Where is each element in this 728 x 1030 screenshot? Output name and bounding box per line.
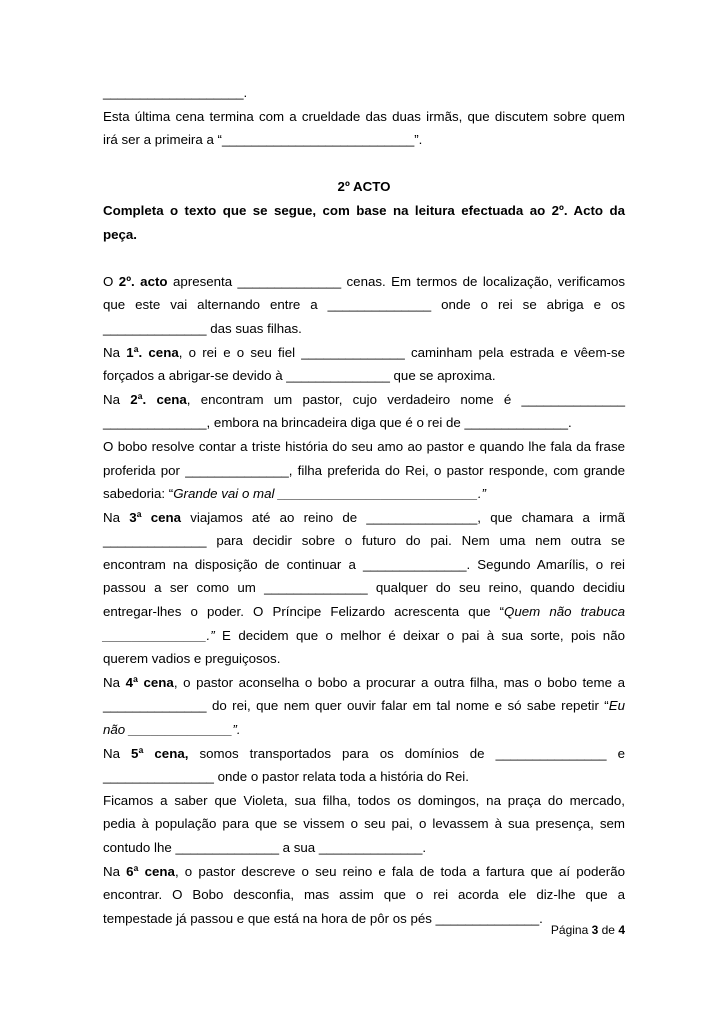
text-line <box>103 671 625 695</box>
paragraph-text: somos transportados para os domínios de _______________ e <box>188 745 625 761</box>
paragraph-text: encontram na disposição de continuar a ______________. Segundo Amarílis, o rei <box>103 556 625 572</box>
instruction-line <box>103 223 625 247</box>
text-line <box>103 388 625 412</box>
quote-text: não ______________”. <box>103 722 241 738</box>
text-line <box>103 341 625 365</box>
paragraph-text: contudo lhe ______________ a sua ______________. <box>103 840 427 855</box>
text-line <box>103 576 625 600</box>
paragraph-text: entregar-lhes o poder. O Príncipe Felizardo acrescenta que “ <box>103 604 505 620</box>
paragraph-text: proferida por ______________, filha preferida do Rei, o pastor responde, com grande <box>103 462 625 478</box>
text-line <box>103 506 625 530</box>
text-line <box>103 812 625 836</box>
text-line <box>103 553 625 577</box>
quote-text: ______________.” <box>103 627 215 643</box>
paragraph-text: , o pastor aconselha o bobo a procurar a outra filha, mas o bobo teme a <box>173 674 625 690</box>
quote-text: Quem não trabuca <box>504 604 625 620</box>
instruction-text: peça. <box>103 226 138 242</box>
paragraph-text: apresenta ______________ cenas. Em termos de localização, verificamos <box>167 273 625 289</box>
paragraph-text: forçados a abrigar-se devido à ______________ que se aproxima. <box>103 368 496 384</box>
bold-label: 2º. acto <box>118 273 168 289</box>
paragraph-text: O <box>103 273 119 289</box>
text-line <box>103 624 625 648</box>
bold-label: 2ª. cena <box>130 391 187 407</box>
paragraph-text: pedia à população para que se vissem o seu pai, o levassem à sua presença, sem <box>103 816 625 832</box>
paragraph-text: ______________ das suas filhas. <box>103 320 302 336</box>
document-body <box>103 81 625 930</box>
paragraph-text: Ficamos a saber que Violeta, sua filha, todos os domingos, na praça do mercado, <box>103 792 625 808</box>
paragraph-text: , o rei e o seu fiel ______________ caminham pela estrada e vêem-se <box>178 344 625 360</box>
paragraph-text: querem vadios e preguiçosos. <box>103 651 281 667</box>
bold-label: 1ª. cena <box>126 344 179 360</box>
quote-text: Eu <box>608 698 625 714</box>
text-line <box>103 364 625 388</box>
text-line <box>103 105 625 129</box>
text-line <box>103 718 625 742</box>
paragraph-text: O bobo resolve contar a triste história do seu amo ao pastor e quando lhe fala da frase <box>103 438 625 454</box>
footer-page-total: 4 <box>618 923 625 937</box>
text-line <box>103 789 625 813</box>
text-line <box>103 459 625 483</box>
text-line <box>103 694 625 718</box>
text-line <box>103 836 625 860</box>
bold-label: 6ª cena <box>126 863 175 879</box>
text-line <box>103 435 625 459</box>
text-line <box>103 411 625 435</box>
paragraph-text: E decidem que o melhor é deixar o pai à sua sorte, pois não <box>214 627 625 643</box>
paragraph-text: ______________ para decidir sobre o futuro do pai. Nem uma nem outra se <box>103 533 625 549</box>
bold-label: 4ª cena <box>125 674 174 690</box>
page-footer <box>551 922 625 938</box>
paragraph-text: Na <box>103 863 127 879</box>
text-line <box>103 317 625 341</box>
paragraph-text: viajamos até ao reino de _______________, que chamara a irmã <box>181 509 625 525</box>
paragraph-text: ______________, embora na brincadeira diga que é o rei de ______________. <box>103 415 572 431</box>
paragraph-text: Esta última cena termina com a crueldade das duas irmãs, que discutem sobre quem <box>103 108 625 124</box>
paragraph-text: sabedoria: “ <box>103 486 174 502</box>
text-line <box>103 860 625 884</box>
heading-text: 2º ACTO <box>337 179 391 195</box>
paragraph-text: tempestade já passou e que está na hora de pôr os pés ______________. <box>103 910 543 926</box>
spacer <box>103 152 625 176</box>
paragraph-text: passou a ser como um ______________ qualquer do seu reino, quando decidiu <box>103 580 625 596</box>
text-line <box>103 883 625 907</box>
bold-label: 5ª cena, <box>131 745 189 761</box>
instruction-line <box>103 199 625 223</box>
paragraph-text: Na <box>103 509 130 525</box>
section-heading <box>103 175 625 199</box>
quote-text: Grande vai o mal ___________________________.” <box>173 486 486 502</box>
instruction-text: Completa o texto que se segue, com base na leitura efectuada ao 2º. Acto da <box>103 202 625 218</box>
paragraph-text: Na <box>103 344 127 360</box>
paragraph-text: Na <box>103 745 132 761</box>
text-line <box>103 482 625 506</box>
paragraph-text: irá ser a primeira a “__________________________”. <box>103 132 423 148</box>
paragraph-text: _______________ onde o pastor relata toda a história do Rei. <box>103 769 469 785</box>
text-line <box>103 81 625 105</box>
text-line <box>103 293 625 317</box>
paragraph-text: , encontram um pastor, cujo verdadeiro nome é ______________ <box>186 391 625 407</box>
paragraph-text: que este vai alternando entre a ______________ onde o rei se abriga e os <box>103 297 625 313</box>
footer-middle: de <box>598 923 619 937</box>
bold-label: 3ª cena <box>129 509 182 525</box>
paragraph-text: Na <box>103 674 126 690</box>
paragraph-text: ______________ do rei, que nem quer ouvir falar em tal nome e só sabe repetir “ <box>103 698 609 714</box>
footer-page-number: 3 <box>591 923 599 937</box>
text-line <box>103 128 625 152</box>
footer-prefix: Página <box>550 923 592 937</box>
paragraph-text: encontrar. O Bobo desconfia, mas assim que o rei acorda ele diz-lhe que a <box>103 887 625 903</box>
text-line <box>103 765 625 789</box>
text-line <box>103 647 625 671</box>
text-line <box>103 742 625 766</box>
text-line <box>103 529 625 553</box>
text-line <box>103 907 625 931</box>
text-line <box>103 600 625 624</box>
paragraph-text: , o pastor descreve o seu reino e fala de toda a fartura que aí poderão <box>174 863 625 879</box>
paragraph-text: Na <box>103 391 131 407</box>
text-line <box>103 270 625 294</box>
blank-fill: ___________________. <box>103 85 248 100</box>
spacer <box>103 246 625 270</box>
